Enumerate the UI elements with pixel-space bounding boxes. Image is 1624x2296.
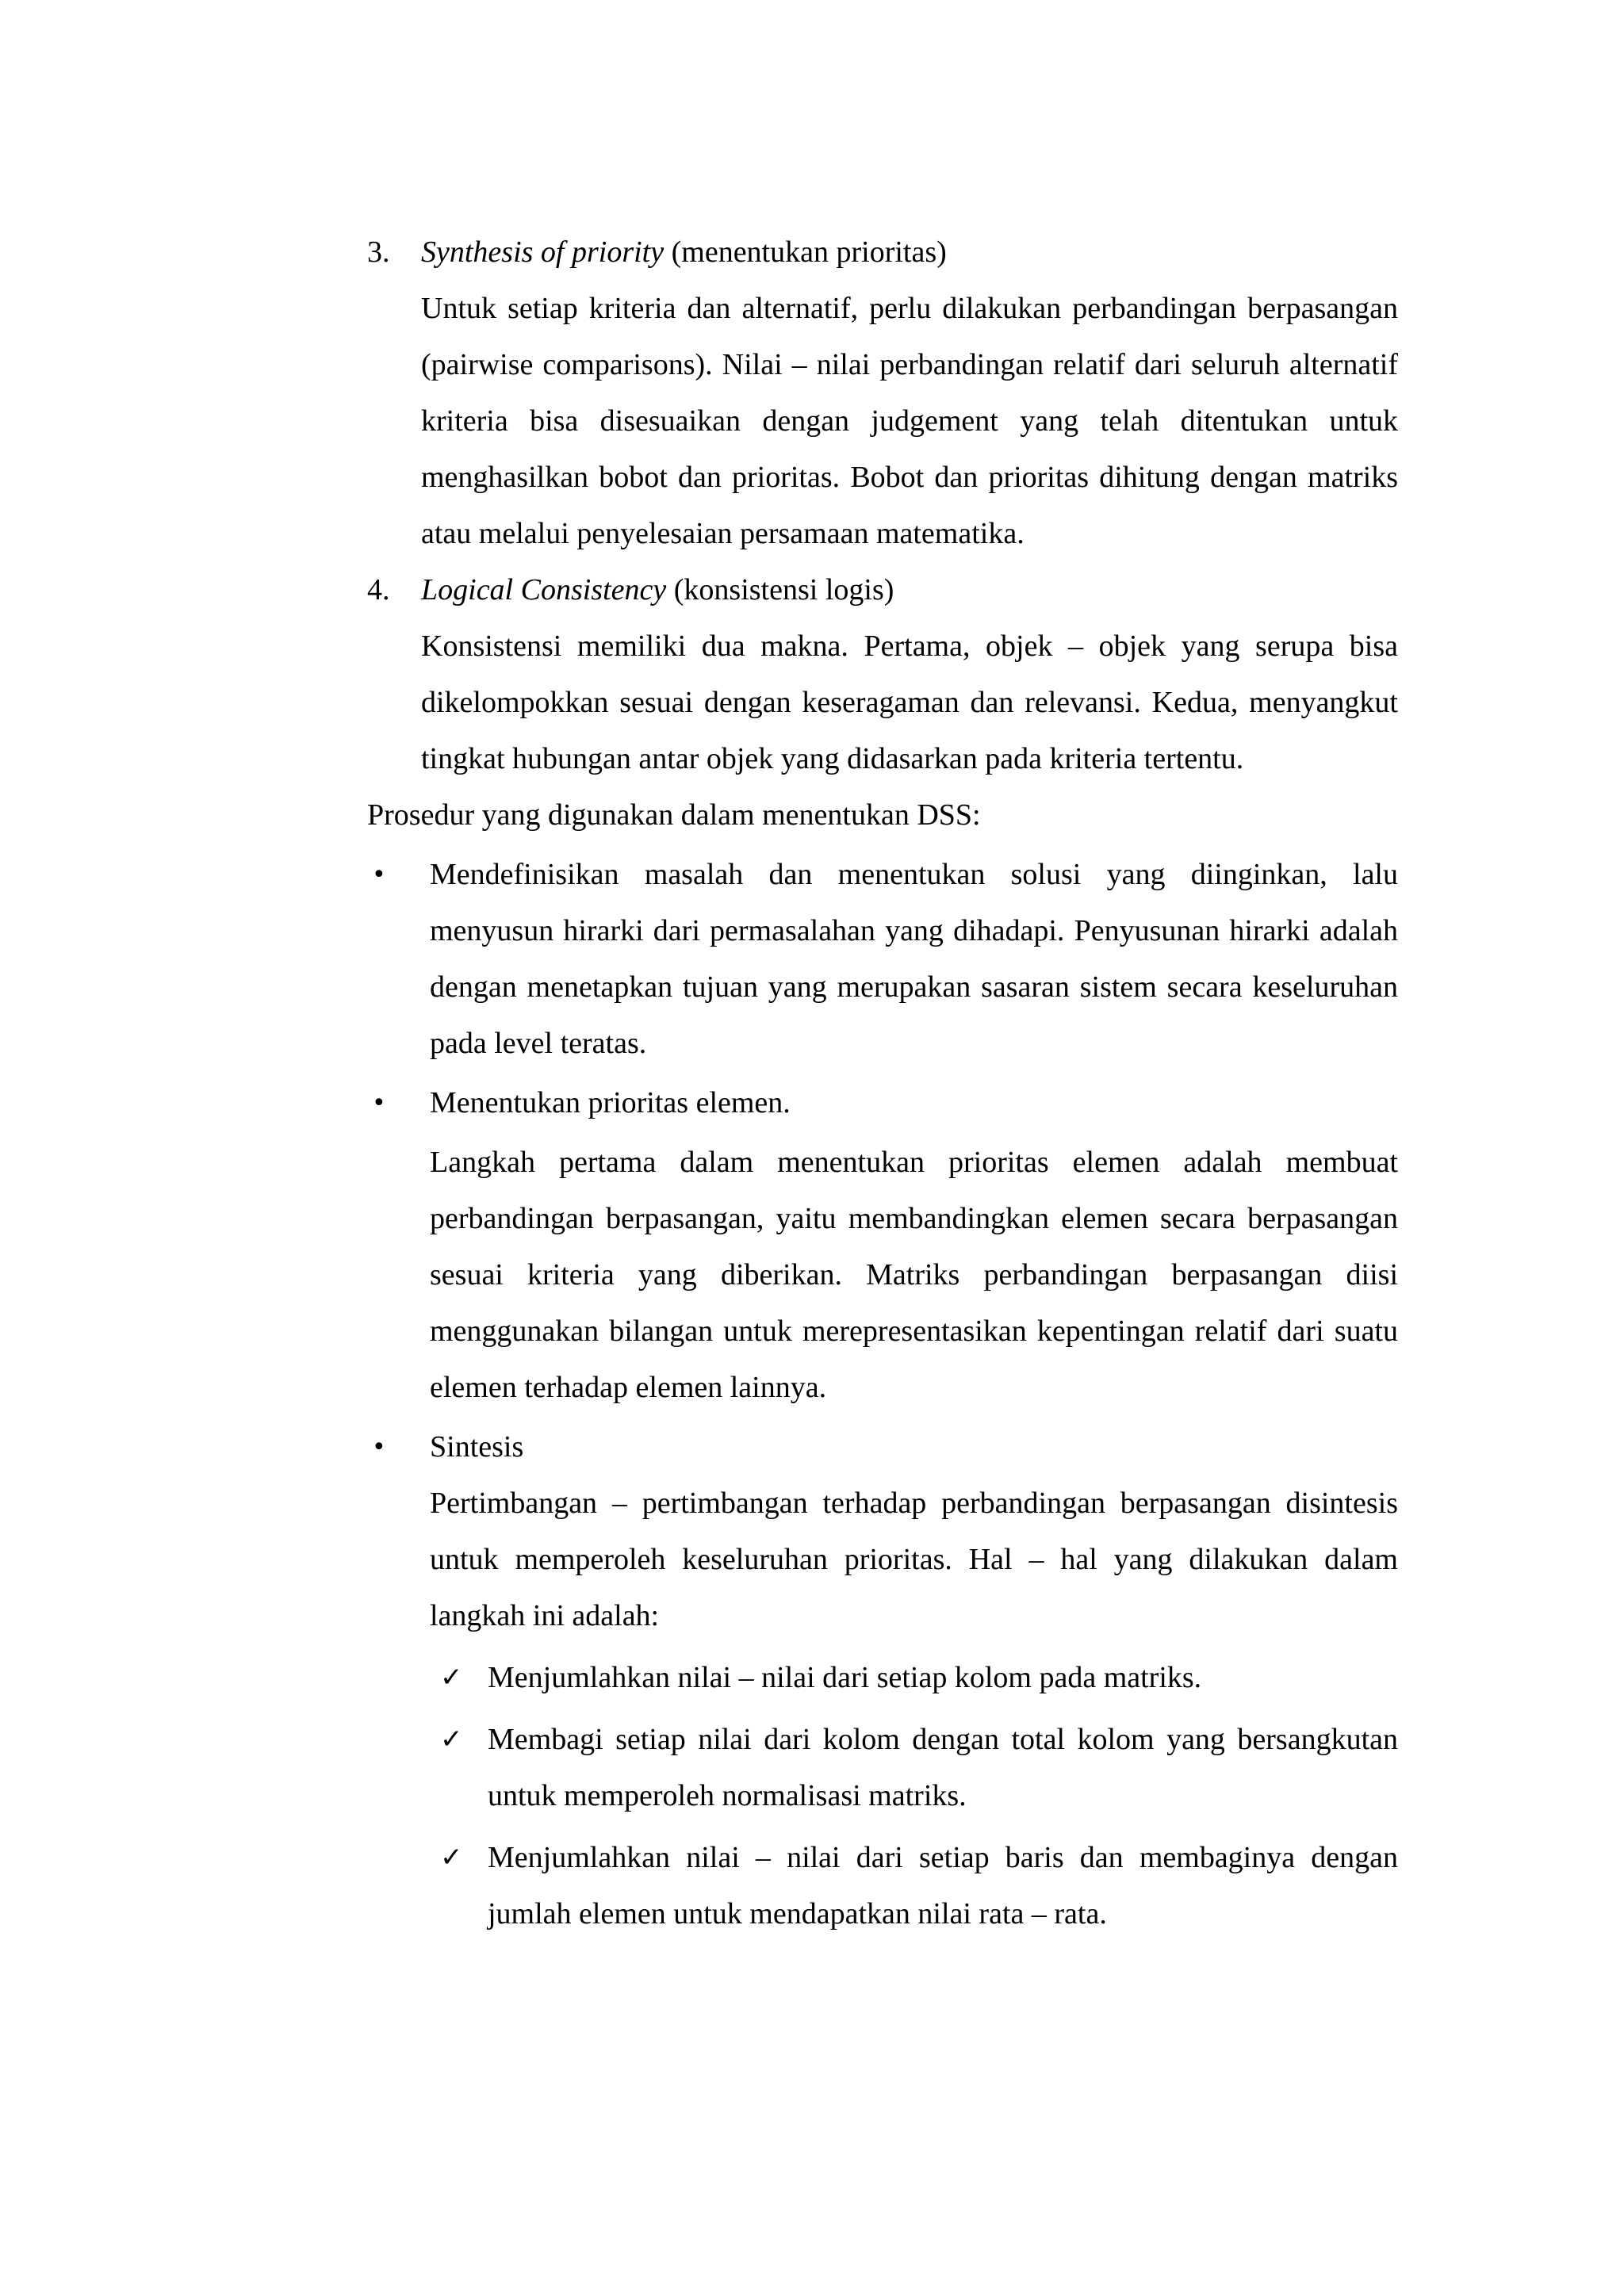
check-item-3-text: Menjumlahkan nilai – nilai dari setiap baris dan membaginya dengan jumlah elemen untuk mendapatkan nilai rata – rata. (488, 1841, 1398, 1931)
section-3-heading (367, 224, 1398, 281)
bullet-dot-icon: • (372, 1089, 386, 1117)
procedure-intro: Prosedur yang digunakan dalam menentukan DSS: (367, 798, 981, 832)
check-item-2-text: Membagi setiap nilai dari kolom dengan total kolom yang bersangkutan untuk memperoleh normalisasi matriks. (488, 1723, 1398, 1812)
bullet-item-1 (367, 847, 1398, 1072)
bullet-item-1-text: Mendefinisikan masalah dan menentukan solusi yang diinginkan, lalu menyusun hirarki dari permasalahan yang dihadapi. Penyusunan hirarki adalah dengan menetapkan tujuan yang merupakan sasaran sistem secara keseluruhan pada level teratas. (430, 858, 1398, 1060)
section-4-number: 4. (367, 573, 390, 607)
bullet-item-3-body: Pertimbangan – pertimbangan terhadap perbandingan berpasangan disintesis untuk memperoleh keseluruhan prioritas. Hal – hal yang dilakukan dalam langkah ini adalah: (430, 1487, 1398, 1632)
check-item-1 (367, 1650, 1398, 1706)
section-4-title-rest: (konsistensi logis) (666, 573, 894, 607)
bullet-item-2-text: Menentukan prioritas elemen. (430, 1086, 791, 1119)
checkmark-icon: ✓ (440, 1662, 463, 1693)
section-3-title-rest: (menentukan prioritas) (664, 235, 947, 269)
section-4-heading (367, 562, 1398, 618)
check-item-3 (367, 1830, 1398, 1942)
section-4-body: Konsistensi memiliki dua makna. Pertama, objek – objek yang serupa bisa dikelompokkan sesuai dengan keseragaman dan relevansi. Kedua, menyangkut tingkat hubungan antar objek yang didasarkan pada kriteria tertentu. (421, 629, 1398, 775)
section-3-body: Untuk setiap kriteria dan alternatif, perlu dilakukan perbandingan berpasangan (pairwise comparisons). Nilai – nilai perbandingan relatif dari seluruh alternatif kriteria bisa disesuaikan dengan judgement yang telah ditentukan untuk menghasilkan bobot dan prioritas. Bobot dan prioritas dihitung dengan matriks atau melalui penyelesaian persamaan matematika. (421, 292, 1398, 550)
checkmark-icon: ✓ (440, 1724, 463, 1755)
check-item-2 (367, 1712, 1398, 1824)
section-4-title-italic: Logical Consistency (421, 573, 667, 607)
bullet-item-3-text: Sintesis (430, 1430, 524, 1464)
bullet-dot-icon: • (372, 861, 386, 889)
checkmark-icon: ✓ (440, 1842, 463, 1873)
bullet-item-3 (367, 1419, 1398, 1475)
bullet-dot-icon: • (372, 1433, 386, 1461)
section-3-number: 3. (367, 235, 390, 269)
check-item-1-text: Menjumlahkan nilai – nilai dari setiap kolom pada matriks. (488, 1661, 1202, 1694)
bullet-item-2-body: Langkah pertama dalam menentukan prioritas elemen adalah membuat perbandingan berpasangan, yaitu membandingkan elemen secara berpasangan sesuai kriteria yang diberikan. Matriks perbandingan berpasangan diisi menggunakan bilangan untuk merepresentasikan kepentingan relatif dari suatu elemen terhadap elemen lainnya. (430, 1146, 1398, 1404)
section-3-title-italic: Synthesis of priority (421, 235, 665, 269)
bullet-item-2 (367, 1075, 1398, 1131)
page-content (367, 224, 1398, 1942)
